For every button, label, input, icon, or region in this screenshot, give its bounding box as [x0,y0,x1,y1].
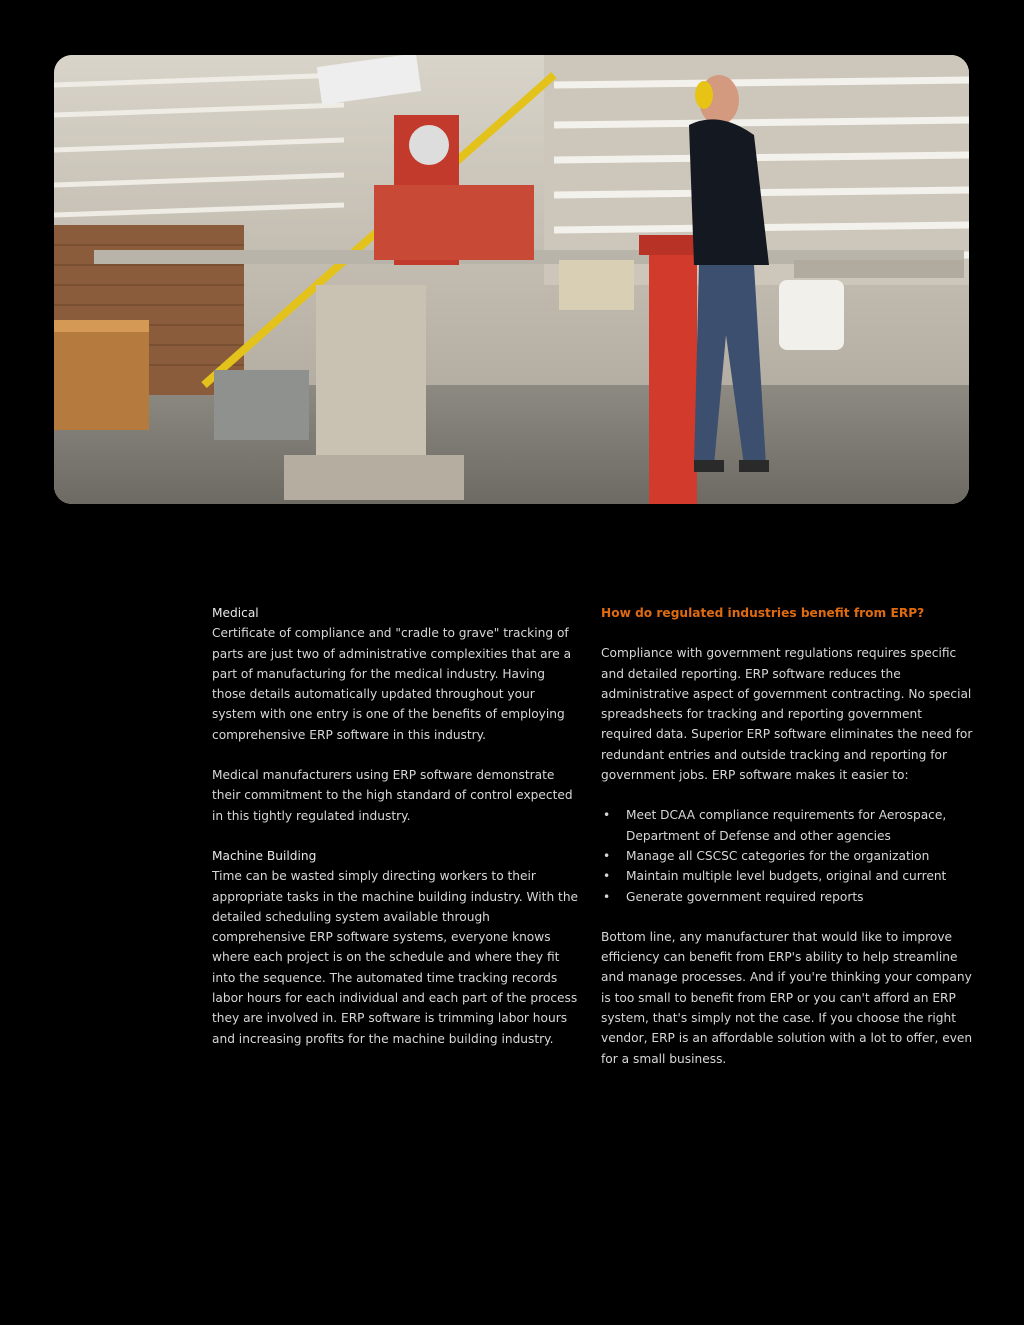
list-item [601,887,973,907]
list-item-text: Maintain multiple level budgets, original and current [626,869,947,884]
list-item [601,805,973,846]
bullet-icon: • [603,869,611,884]
factory-worker-photo [54,55,969,504]
medical-paragraph-1: Certificate of compliance and "cradle to grave" tracking of parts are just two of administrative complexities that are a part of manufacturing for the medical industry. Having those details automatically updated throughout your system with one entry is one of the benefits of employing comprehensive ERP software in this industry. [212,626,572,742]
bullet-icon: • [603,808,611,823]
right-column [601,603,973,1069]
machine-building-paragraph: Time can be wasted simply directing workers to their appropriate tasks in the machine building industry. With the detailed scheduling system available through comprehensive ERP software systems, everyone knows where each project is on the schedule and where they fit into the sequence. The automated time tracking records labor hours for each individual and each part of the process they are involved in. ERP software is trimming labor hours and increasing profits for the machine building industry. [212,869,579,1046]
intro-paragraph: Compliance with government regulations requires specific and detailed reporting. ERP software reduces the administrative aspect of government contracting. No special spreadsheets for tracking and reporting government required data. Superior ERP software eliminates the need for redundant entries and outside tracking and reporting for government jobs. ERP software makes it easier to: [601,646,973,783]
list-item [601,846,973,866]
list-item [601,866,973,886]
machine-building-heading: Machine Building [212,848,317,863]
bullet-icon: • [603,889,611,904]
closing-paragraph: Bottom line, any manufacturer that would like to improve efficiency can benefit from ERP's ability to help streamline and manage processes. And if you're thinking your company is too small to benefit from ERP or you can't afford an ERP system, that's simply not the case. If you choose the right vendor, ERP is an affordable solution with a lot to offer, even for a small business. [601,929,973,1066]
medical-paragraph-2: Medical manufacturers using ERP software demonstrate their commitment to the high standard of control expected in this tightly regulated industry. [212,768,573,823]
section-title: How do regulated industries benefit from ERP? [601,606,925,620]
left-column [212,603,580,1049]
medical-heading: Medical [212,606,259,620]
bullet-icon: • [603,848,611,863]
list-item-text: Generate government required reports [626,889,864,904]
photo-illustration [54,55,969,504]
list-item-text: Manage all CSCSC categories for the organization [626,848,930,863]
benefits-list [601,805,973,906]
list-item-text: Meet DCAA compliance requirements for Aerospace, Department of Defense and other agencies [626,808,947,843]
